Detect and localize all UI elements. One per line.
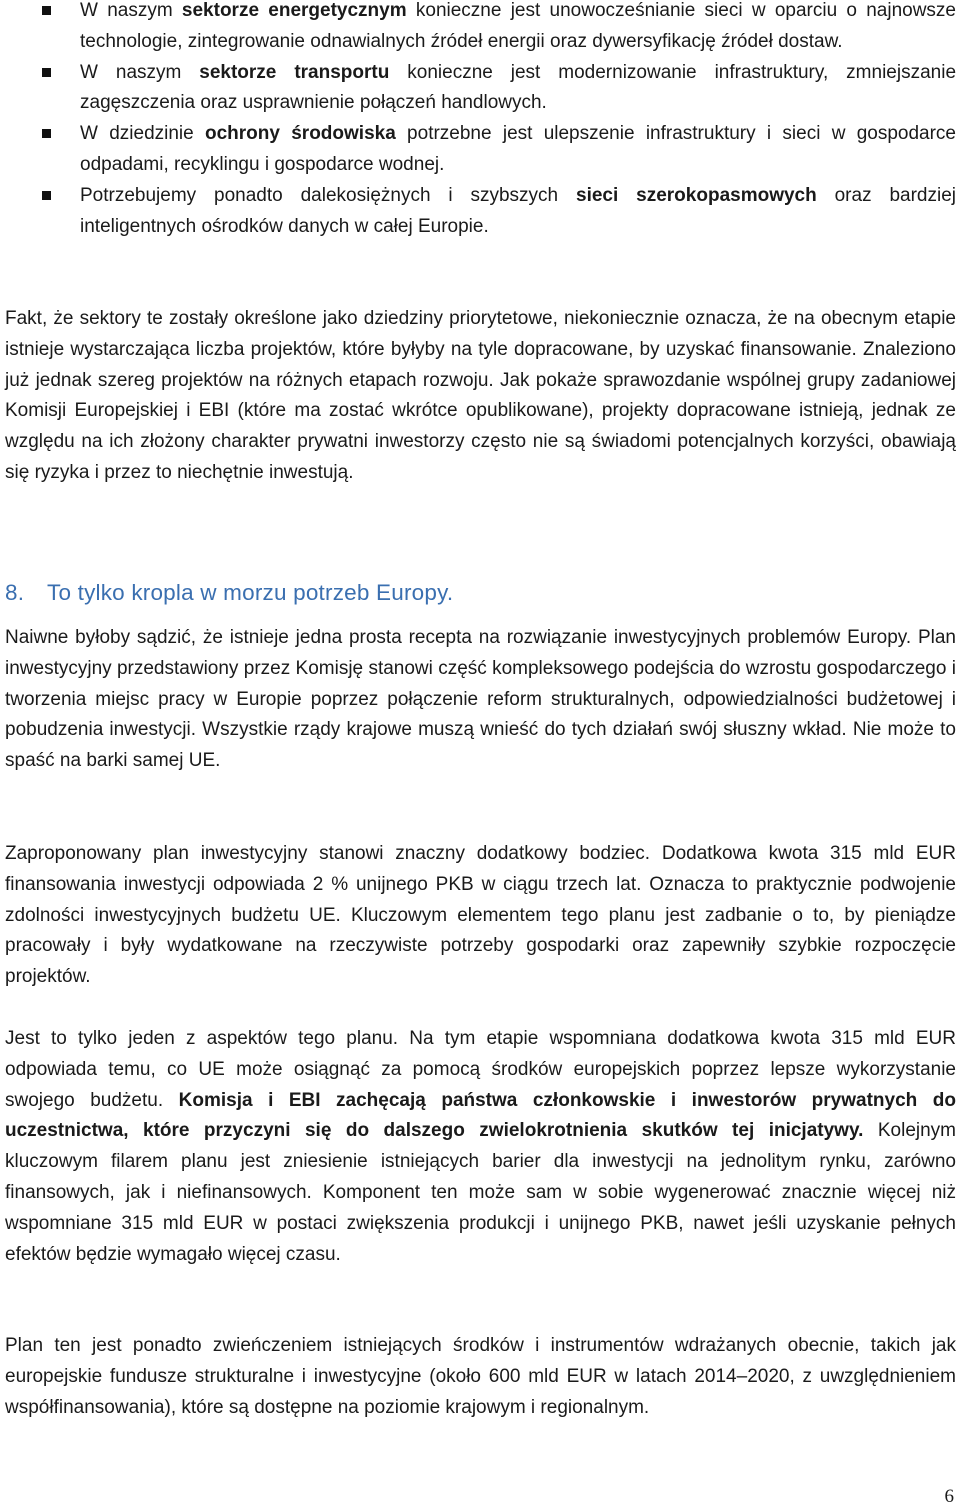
paragraph-fakt: Fakt, że sektory te zostały określone jako dziedziny priorytetowe, niekoniecznie oznacza, że na obecnym etapie istnieje wystarczająca liczba projektów, które byłyby na tyle dopracowane, by uzyskać finansowanie. Znaleziono już jednak szereg projektów na różnych etapach rozwoju. Jak pokaże sprawozdanie wspólnej grupy zadaniowej Komisji Europejskiej i EBI (które ma zostać wkrótce opublikowane), projekty dopracowane istnieją, jednak ze względu na ich złożony charakter prywatni inwestorzy często nie są świadomi potencjalnych korzyści, obawiają się ryzyka i przez to niechętnie inwestują. <box>5 308 956 483</box>
paragraph-text: Kolejnym kluczowym filarem planu jest zniesienie istniejących barier dla inwestycji na jednolitym rynku, zarówno finansowych, jak i niefinansowych. Komponent ten może sam w sobie wygenerować znacznie więcej niż wspomniane 315 mld EUR w postaci zwiększenia produkcji i unijnego PKB, nawet jeśli uzyskanie pełnych efektów będzie wymagało więcej czasu. <box>5 1120 956 1265</box>
square-bullet-icon <box>42 191 51 200</box>
list-item <box>0 181 956 243</box>
bullet-text: W naszym <box>80 0 182 21</box>
paragraph-zaproponowany: Zaproponowany plan inwestycyjny stanowi znaczny dodatkowy bodziec. Dodatkowa kwota 315 mld EUR finansowania inwestycji odpowiada 2 % unijnego PKB w ciągu trzech lat. Oznacza to praktycznie podwojenie zdolności inwestycyjnych budżetu UE. Kluczowym elementem tego planu jest zadbanie o to, by pieniądze pracowały i były wydatkowane na rzeczywiste potrzeby gospodarki oraz zapewniły szybkie rozpoczęcie projektów. <box>5 843 956 988</box>
section-heading <box>5 577 453 609</box>
bullet-text: potrzebne jest ulepszenie infrastruktury i sieci w gospodarce odpadami, recyklingu i gospodarce wodnej. <box>80 123 956 175</box>
list-item <box>0 0 956 58</box>
square-bullet-icon <box>42 129 51 138</box>
bullet-emphasis: sektorze transportu <box>199 61 390 83</box>
bullet-emphasis: sektorze energetycznym <box>181 0 407 21</box>
square-bullet-icon <box>42 68 51 77</box>
list-item <box>0 58 956 120</box>
paragraph-plan: Plan ten jest ponadto zwieńczeniem istniejących środków i instrumentów wdrażanych obecnie, takich jak europejskie fundusze strukturalne i inwestycyjne (około 600 mld EUR w latach 2014–2020, z uwzględnieniem współfinansowania), które są dostępne na poziomie krajowym i regionalnym. <box>5 1335 956 1418</box>
bullet-emphasis: ochrony środowiska <box>205 123 396 145</box>
paragraph-naiwne: Naiwne byłoby sądzić, że istnieje jedna prosta recepta na rozwiązanie inwestycyjnych problemów Europy. Plan inwestycyjny przedstawiony przez Komisję stanowi część kompleksowego podejścia do wzrostu gospodarczego i tworzenia miejsc pracy w Europie poprzez połączenie reform strukturalnych, odpowiedzialności budżetowej i pobudzenia inwestycji. Wszystkie rządy krajowe muszą wnieść do tych działań swój słuszny wkład. Nie może to spaść na barki samej UE. <box>5 627 956 772</box>
list-item <box>0 119 956 181</box>
bullet-text: Potrzebujemy ponadto dalekosiężnych i szybszych <box>80 184 577 206</box>
bullet-text: W dziedzinie <box>80 123 205 145</box>
paragraph-jest <box>5 1024 956 1270</box>
bullet-text: W naszym <box>80 61 200 83</box>
section-number: 8. <box>5 580 25 605</box>
section-title: To tylko kropla w morzu potrzeb Europy. <box>47 580 454 605</box>
paragraph-text: Jest to tylko jeden z aspektów tego planu. Na tym etapie wspomniana dodatkowa kwota 315 mld EUR odpowiada temu, co UE może osiągnąć za pomocą środków europejskich poprzez lepsze wykorzystanie swojego budżetu. <box>5 1028 956 1111</box>
priority-sectors-list <box>0 0 956 242</box>
bullet-text: oraz bardziej inteligentnych ośrodków danych w całej Europie. <box>80 184 956 237</box>
paragraph-emphasis: Komisja i EBI zachęcają państwa członkowskie i inwestorów prywatnych do uczestnictwa, które przyczyni się do dalszego zwielokrotnienia skutków tej inicjatywy. <box>5 1089 956 1142</box>
bullet-emphasis: sieci szerokopasmowych <box>576 184 817 206</box>
square-bullet-icon <box>42 6 51 15</box>
bullet-text: konieczne jest unowocześnianie sieci w oparciu o najnowsze technologie, zintegrowanie odnawialnych źródeł energii oraz dywersyfikację źródeł dostaw. <box>80 0 956 52</box>
bullet-text: konieczne jest modernizowanie infrastruktury, zmniejszanie zagęszczenia oraz usprawnienie połączeń handlowych. <box>80 61 957 114</box>
page-number: 6 <box>944 1486 954 1507</box>
